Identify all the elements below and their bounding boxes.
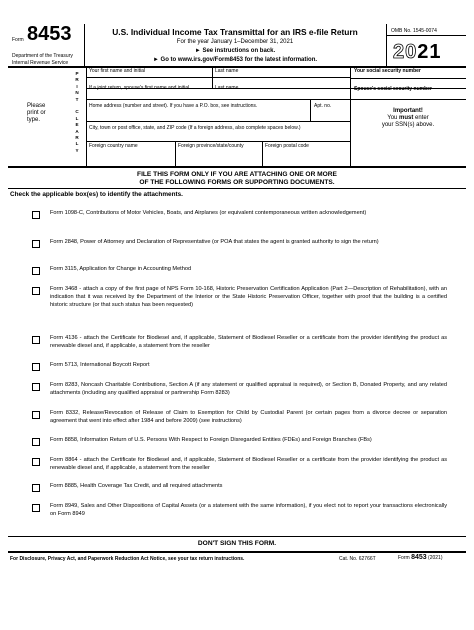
check-heading: Check the applicable box(es) to identify the attachments. xyxy=(10,191,183,198)
please-print-note: Please print or type. xyxy=(27,103,46,123)
print-clearly-letter: L xyxy=(75,115,79,121)
list-item: Form 2848, Power of Attorney and Declaration of Representative (or POA that states the agent is granted authority to sign the return) xyxy=(50,239,379,245)
print-clearly-letter: C xyxy=(75,109,79,115)
website-note: ► Go to www.irs.gov/Form8453 for the latest information. xyxy=(152,57,318,63)
list-item: Form 8858, Information Return of U.S. Persons With Respect to Foreign Disregarded Entities (FDEs) and Foreign Branches (FBs) xyxy=(50,437,372,443)
list-item: Form 8885, Health Coverage Tax Credit, and all required attachments xyxy=(50,483,223,489)
important-label: Important! xyxy=(393,108,423,114)
checkbox-form-8885[interactable] xyxy=(32,484,40,492)
omb-number: OMB No. 1545-0074 xyxy=(391,28,437,34)
checkbox-form-8283[interactable] xyxy=(32,383,40,391)
year-suffix: 21 xyxy=(417,41,442,63)
ssn-above-note: your SSN(s) above. xyxy=(381,122,435,128)
list-item: Form 5713, International Boycott Report xyxy=(50,362,150,368)
print-clearly-letter: A xyxy=(75,128,79,134)
irs-line: Internal Revenue Service xyxy=(12,60,69,66)
spouse-last-name-field[interactable]: Last name xyxy=(215,85,239,91)
file-notice-line1: FILE THIS FORM ONLY IF YOU ARE ATTACHING ONE OR MORE xyxy=(137,171,337,178)
print-clearly-letter: E xyxy=(75,122,79,128)
city-field[interactable]: City, town or post office, state, and ZIP code (If a foreign address, also complete spaces below.) xyxy=(89,125,301,131)
instructions-note: ► See instructions on back. xyxy=(194,48,276,54)
print-clearly-letter: R xyxy=(75,134,79,140)
list-item: Form 8332, Release/Revocation of Release of Claim to Exemption for Child by Custodial Parent (or certain pages from a divorce decree or separation agreement that went into effect after 1984 and before 2009) (see instructions) xyxy=(50,410,447,424)
checkbox-form-5713[interactable] xyxy=(32,363,40,371)
checkbox-form-3468[interactable] xyxy=(32,287,40,295)
list-item: Form 3468 - attach a copy of the first page of NPS Form 10-168, Historic Preservation Certification Application (Part 2—Description of Rehabilitation), with an indication that it was received by the Department of the Interior or the State Historic Preservation Officer, together with proof that the building is a certified historic structure (or that such status has been requested) xyxy=(50,286,447,308)
checkbox-form-1098c[interactable] xyxy=(32,211,40,219)
checkbox-form-3115[interactable] xyxy=(32,267,40,275)
must-enter-note: You must enter xyxy=(387,115,429,121)
spouse-ssn-field[interactable]: Spouse's social security number xyxy=(354,86,432,92)
form-label: Form xyxy=(12,37,24,43)
tax-year xyxy=(393,41,442,63)
apt-field[interactable]: Apt. no. xyxy=(314,103,332,109)
foreign-province-field[interactable]: Foreign province/state/county xyxy=(178,143,244,149)
form-title: U.S. Individual Income Tax Transmittal for an IRS e-file Return xyxy=(112,27,358,37)
spouse-first-name-field[interactable]: If a joint return, spouse's first name and initial xyxy=(89,85,190,91)
list-item: Form 8864 - attach the Certificate for Biodiesel and, if applicable, Statement of Biodiesel Reseller or a certificate from the provider identifying the product as renewable diesel and, if applicable, a statement from the reseller xyxy=(50,457,447,471)
file-notice-line2: OF THE FOLLOWING FORMS OR SUPPORTING DOCUMENTS. xyxy=(139,179,335,186)
list-item: Form 4136 - attach the Certificate for Biodiesel and, if applicable, Statement of Biodiesel Reseller or a certificate from the provider identifying the product as renewable diesel and, if applicable, a statement from the reseller xyxy=(50,335,447,349)
foreign-postal-field[interactable]: Foreign postal code xyxy=(265,143,309,149)
checkbox-form-8949[interactable] xyxy=(32,504,40,512)
checkbox-form-8858[interactable] xyxy=(32,438,40,446)
print-clearly-vertical xyxy=(72,71,82,163)
print-clearly-letter: N xyxy=(75,90,79,96)
print-clearly-letter: R xyxy=(75,77,79,83)
print-clearly-letter: P xyxy=(75,71,79,76)
ssn-field[interactable]: Your social security number xyxy=(354,68,421,74)
address-field[interactable]: Home address (number and street). If you have a P.O. box, see instructions. xyxy=(89,103,258,109)
last-name-field[interactable]: Last name xyxy=(215,68,239,74)
print-clearly-letter: Y xyxy=(75,147,79,153)
footer-form-id: Form 8453 (2021) xyxy=(398,554,443,561)
checkbox-form-8864[interactable] xyxy=(32,458,40,466)
checkbox-form-8332[interactable] xyxy=(32,411,40,419)
tax-year-line: For the year January 1–December 31, 2021 xyxy=(176,39,294,45)
print-clearly-letter: T xyxy=(75,96,79,102)
list-item: Form 8949, Sales and Other Dispositions of Capital Assets (or a statement with the same information), if you elect not to report your transactions electronically on Form 8949 xyxy=(50,503,447,517)
disclosure-note: For Disclosure, Privacy Act, and Paperwork Reduction Act Notice, see your tax return instructions. xyxy=(10,556,245,562)
print-clearly-letter: L xyxy=(75,141,79,147)
dont-sign-notice: DON'T SIGN THIS FORM. xyxy=(197,540,277,547)
list-item: Form 3115, Application for Change in Accounting Method xyxy=(50,266,192,272)
foreign-country-field[interactable]: Foreign country name xyxy=(89,143,138,149)
checkbox-form-4136[interactable] xyxy=(32,336,40,344)
print-clearly-letter: I xyxy=(76,83,78,89)
first-name-field[interactable]: Your first name and initial xyxy=(89,68,145,74)
list-item: Form 8283, Noncash Charitable Contributions, Section A (if any statement or qualified appraisal is required), or Section B, Donated Property, and any related attachments (including any qualified appraisal or partnership Form 8283) xyxy=(50,382,447,396)
year-prefix: 20 xyxy=(393,41,418,63)
catalog-number: Cat. No. 62766T xyxy=(339,556,376,562)
department-line: Department of the Treasury xyxy=(12,53,73,59)
checkbox-form-2848[interactable] xyxy=(32,240,40,248)
list-item: Form 1098-C, Contributions of Motor Vehicles, Boats, and Airplanes (or equivalent contemporaneous written acknowledgement) xyxy=(50,210,367,216)
form-number: 8453 xyxy=(27,23,72,45)
